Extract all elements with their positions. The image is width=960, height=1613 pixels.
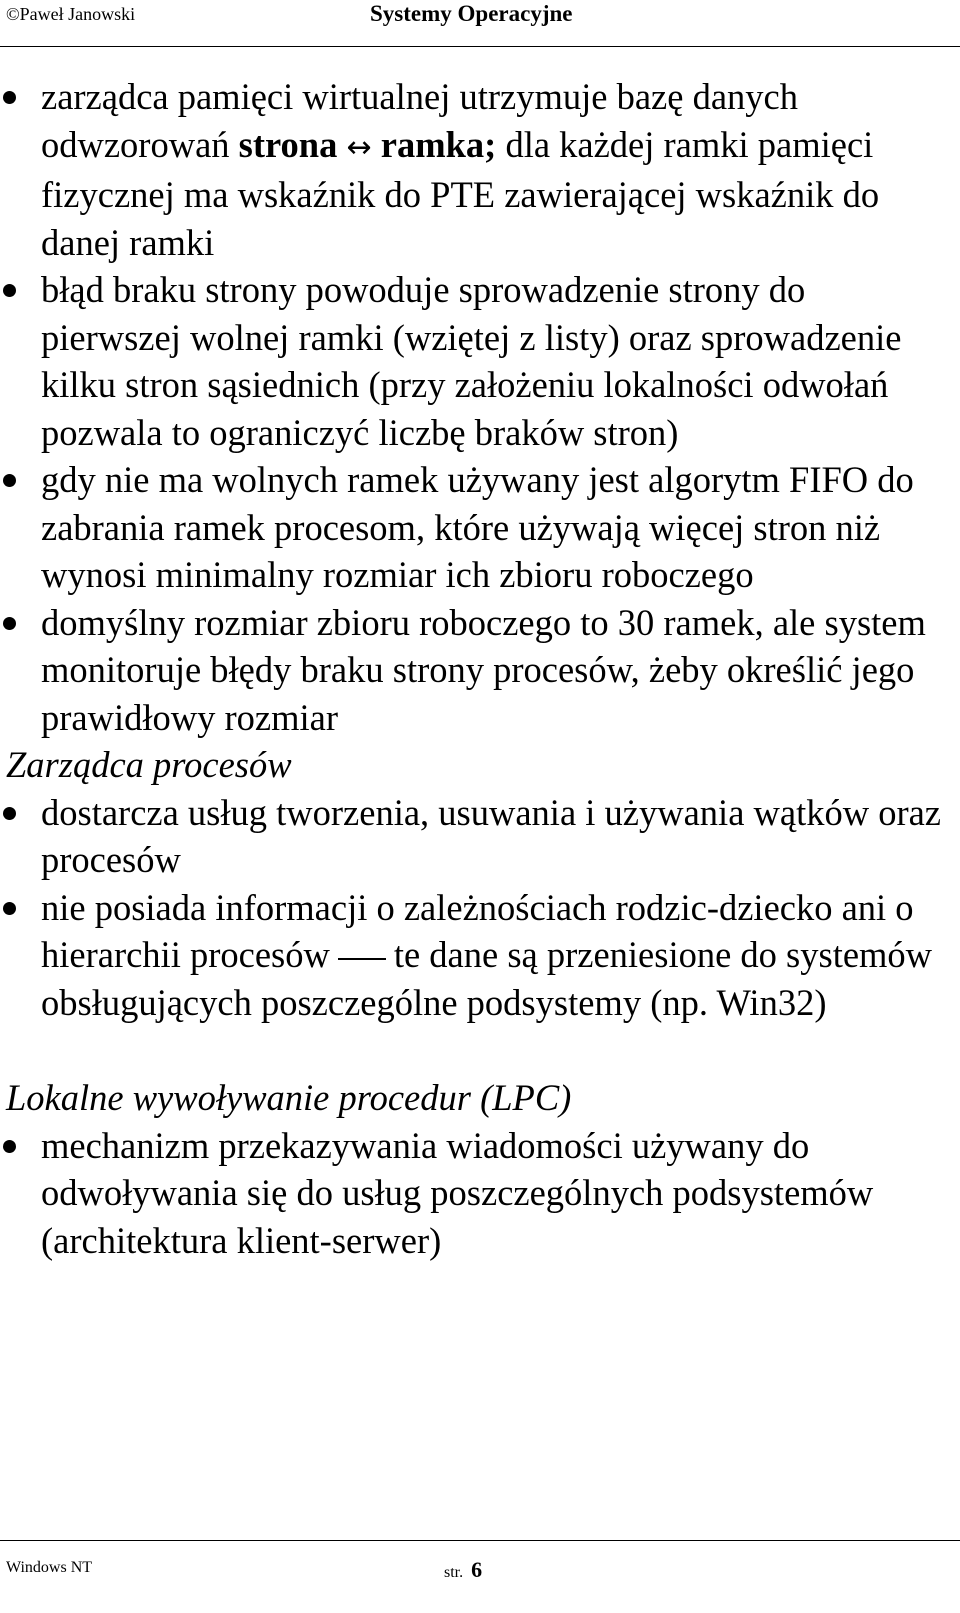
bold-term-strona: strona [238,123,338,165]
page-header [0,0,960,44]
page-number: 6 [471,1557,483,1582]
list-item [0,456,950,599]
page-number-block [444,1557,482,1583]
footer-divider [0,1540,960,1541]
bidirectional-arrow-icon: ↔ [346,129,372,165]
list-item [0,884,950,1027]
list-item [0,1122,950,1265]
list-item [0,599,950,742]
list-item [0,266,950,456]
bullet-icon [3,1140,16,1153]
section-heading-lpc: Lokalne wywoływanie procedur (LPC) [6,1077,572,1118]
bullet-icon [3,284,16,297]
list-item-text: domyślny rozmiar zbioru roboczego to 30 ramek, ale system monitoruje błędy braku strony procesów, żeby określić jego prawidłowy rozmiar [41,601,926,738]
page-label: str. [444,1564,464,1581]
bullet-icon [3,902,16,915]
header-author: ©Paweł Janowski [6,4,136,24]
page-content [0,73,950,1264]
list-item [0,73,950,266]
em-dash-separator [338,958,386,960]
list-item [0,789,950,884]
list-item-text: nie posiada informacji o zależnościach rodzic-dziecko ani o hierarchii procesów [41,886,914,975]
bullet-icon [3,474,16,487]
bullet-icon [3,807,16,820]
section-heading-process-manager: Zarządca procesów [6,744,292,785]
list-item-text: gdy nie ma wolnych ramek używany jest algorytm FIFO do zabrania ramek procesom, które używają więcej stron niż wynosi minimalny rozmiar ich zbioru roboczego [41,459,914,595]
page-footer [0,1540,960,1613]
header-divider [0,46,960,47]
list-item-text: błąd braku strony powoduje sprowadzenie strony do pierwszej wolnej ramki (wziętej z listy) oraz sprowadzenie kilku stron sąsiednich (przy założeniu lokalności odwołań pozwala to ograniczyć liczbę braków stron) [41,269,902,453]
bold-term-ramka: ramka; [380,123,497,165]
footer-label: Windows NT [6,1559,93,1576]
bullet-icon [3,91,16,104]
list-item-text: zarządca pamięci wirtualnej utrzymuje bazę danych odwzorowań [41,76,798,165]
header-title: Systemy Operacyjne [370,1,573,26]
list-item-text: dla każdej ramki pamięci fizycznej ma wskaźnik do PTE zawierającej wskaźnik do danej ramki [41,123,880,263]
list-item-text: mechanizm przekazywania wiadomości używany do odwoływania się do usług poszczególnych podsystemów (architektura klient-serwer) [41,1124,874,1261]
list-item-text: te dane są przeniesione do systemów obsługujących poszczególne podsystemy (np. Win32) [41,934,933,1023]
bullet-icon [3,617,16,630]
list-item-text: dostarcza usług tworzenia, usuwania i używania wątków oraz procesów [41,791,942,880]
